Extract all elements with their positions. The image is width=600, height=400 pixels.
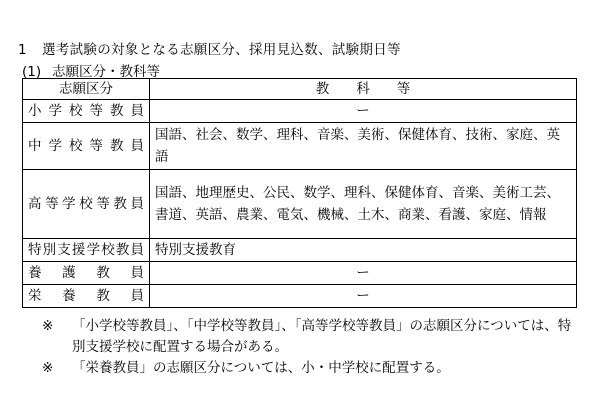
category-cell: [23, 285, 150, 308]
subjects-cell: 国語、社会、数学、理科、音楽、美術、保健体育、技術、家庭、英語: [150, 123, 577, 170]
note-item: [42, 316, 582, 358]
notes: [42, 316, 582, 379]
header-subjects: 教 科 等: [150, 79, 577, 100]
category-label: 栄養教員: [28, 288, 144, 304]
category-cell: [23, 123, 150, 170]
subsection-title: 志願区分・教科等: [52, 64, 160, 80]
category-label: 中学校等教員: [28, 138, 144, 154]
table-row: [23, 285, 577, 308]
subjects-cell: ー: [150, 262, 577, 285]
table-row: [23, 170, 577, 239]
category-cell: [23, 170, 150, 239]
table-header-row: [23, 79, 577, 100]
note-item: [42, 358, 582, 379]
category-label: 養護教員: [28, 265, 144, 281]
subsection-heading: [22, 60, 160, 80]
category-label: 小学校等教員: [28, 103, 144, 119]
subjects-cell: ー: [150, 285, 577, 308]
table-row: [23, 123, 577, 170]
note-mark: ※: [42, 360, 54, 376]
application-category-table: [22, 78, 577, 308]
subjects-cell: 特別支援教育: [150, 239, 577, 262]
category-label: 特別支援学校教員: [28, 242, 144, 258]
table-row: [23, 262, 577, 285]
table-row: [23, 239, 577, 262]
section-heading: [18, 38, 401, 58]
category-label: 高等学校等教員: [28, 196, 144, 212]
subjects-cell: ー: [150, 100, 577, 123]
category-cell: [23, 100, 150, 123]
category-cell: [23, 239, 150, 262]
note-text: 「小学校等教員」、「中学校等教員」、「高等学校等教員」の志願区分については、特別支援学校に配置する場合がある。: [72, 318, 572, 355]
header-category: 志願区分: [23, 79, 150, 100]
table-row: [23, 100, 577, 123]
section-number: 1: [18, 42, 27, 58]
note-text: 「栄養教員」の志願区分については、小・中学校に配置する。: [72, 360, 450, 376]
section-title: 選考試験の対象となる志願区分、採用見込数、試験期日等: [42, 42, 401, 58]
subsection-number: (1): [22, 64, 42, 80]
subjects-cell: 国語、地理歴史、公民、数学、理科、保健体育、音楽、美術工芸、書道、英語、農業、電気、機械、土木、商業、看護、家庭、情報: [150, 170, 577, 239]
note-mark: ※: [42, 318, 54, 334]
category-cell: [23, 262, 150, 285]
